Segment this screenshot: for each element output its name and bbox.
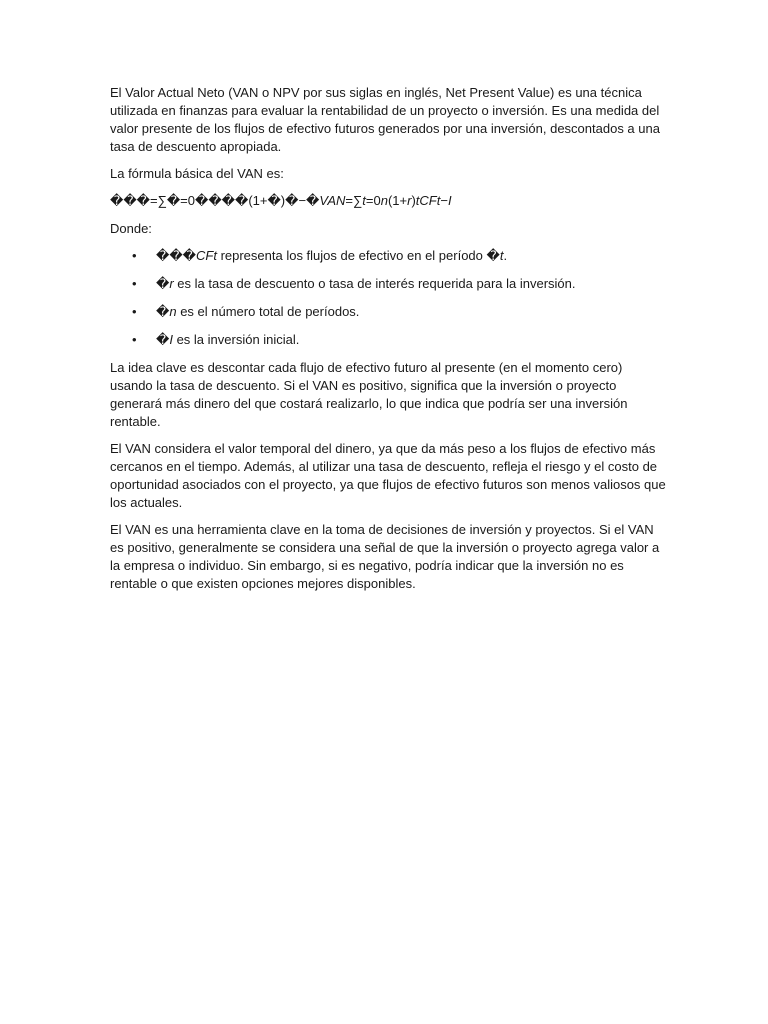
document-page bbox=[110, 84, 666, 602]
formula-r: r bbox=[407, 193, 412, 208]
formula-sum: =∑ bbox=[345, 193, 363, 208]
formula-paren: (1+ bbox=[387, 193, 408, 208]
formula-i: I bbox=[447, 193, 452, 208]
variable-name: t bbox=[499, 248, 504, 263]
bullet-icon: • bbox=[132, 304, 137, 319]
van-formula bbox=[110, 192, 666, 210]
garbled-prefix: � bbox=[486, 248, 500, 263]
list-item bbox=[110, 331, 666, 349]
time-value-paragraph: El VAN considera el valor temporal del dinero, ya que da más peso a los flujos de efectivo más cercanos en el tiempo. Además, al utilizar una tasa de descuento, refleja el riesgo y el costo de oportunidad asociados con el proyecto, ya que flujos de efectivo futuros son menos valiosos que los actuales. bbox=[110, 441, 666, 510]
variable-list bbox=[110, 247, 666, 349]
formula-garbled: ���=∑�=0����(1+�)�−� bbox=[110, 193, 320, 208]
where-label: Donde: bbox=[110, 221, 152, 236]
formula-van: VAN bbox=[319, 193, 346, 208]
intro-paragraph: El Valor Actual Neto (VAN o NPV por sus siglas en inglés, Net Present Value) es una técnica utilizada en finanzas para evaluar la rentabilidad de un proyecto o inversión. Es una medida del valor presente de los flujos de efectivo futuros generados por una inversión, descontados a una tasa de descuento apropiada. bbox=[110, 85, 660, 154]
garbled-prefix: � bbox=[156, 332, 170, 347]
garbled-prefix: � bbox=[156, 304, 170, 319]
formula-zero: =0 bbox=[365, 193, 381, 208]
sentence-end: . bbox=[503, 248, 508, 263]
variable-name: CFt bbox=[196, 248, 217, 263]
variable-description: es la tasa de descuento o tasa de interés requerida para la inversión. bbox=[173, 276, 576, 291]
formula-intro: La fórmula básica del VAN es: bbox=[110, 166, 284, 181]
variable-name: r bbox=[169, 276, 174, 291]
bullet-icon: • bbox=[132, 276, 137, 291]
discount-paragraph: La idea clave es descontar cada flujo de efectivo futuro al presente (en el momento cero) usando la tasa de descuento. Si el VAN es positivo, significa que la inversión o proyecto generará más dinero del que costará realizarlo, lo que indica que podría ser una inversión rentable. bbox=[110, 360, 628, 429]
bullet-icon: • bbox=[132, 248, 137, 263]
garbled-prefix: ��� bbox=[156, 248, 196, 263]
variable-description: es la inversión inicial. bbox=[172, 332, 300, 347]
list-item bbox=[110, 275, 666, 293]
list-item bbox=[110, 247, 666, 265]
variable-name: I bbox=[169, 332, 173, 347]
bullet-icon: • bbox=[132, 332, 137, 347]
variable-description: es el número total de períodos. bbox=[176, 304, 360, 319]
formula-cft: tCFt bbox=[415, 193, 441, 208]
formula-close: ) bbox=[411, 193, 416, 208]
formula-minus: − bbox=[440, 193, 448, 208]
garbled-prefix: � bbox=[156, 276, 170, 291]
list-item bbox=[110, 303, 666, 321]
formula-n: n bbox=[380, 193, 388, 208]
formula-t: t bbox=[362, 193, 366, 208]
decision-paragraph: El VAN es una herramienta clave en la toma de decisiones de inversión y proyectos. Si el VAN es positivo, generalmente se considera una señal de que la inversión o proyecto agrega valor a la empresa o individuo. Sin embargo, si es negativo, podría indicar que la inversión no es rentable o que existen opciones mejores disponibles. bbox=[110, 522, 660, 591]
variable-description: representa los flujos de efectivo en el período bbox=[216, 248, 487, 263]
variable-name: n bbox=[169, 304, 177, 319]
